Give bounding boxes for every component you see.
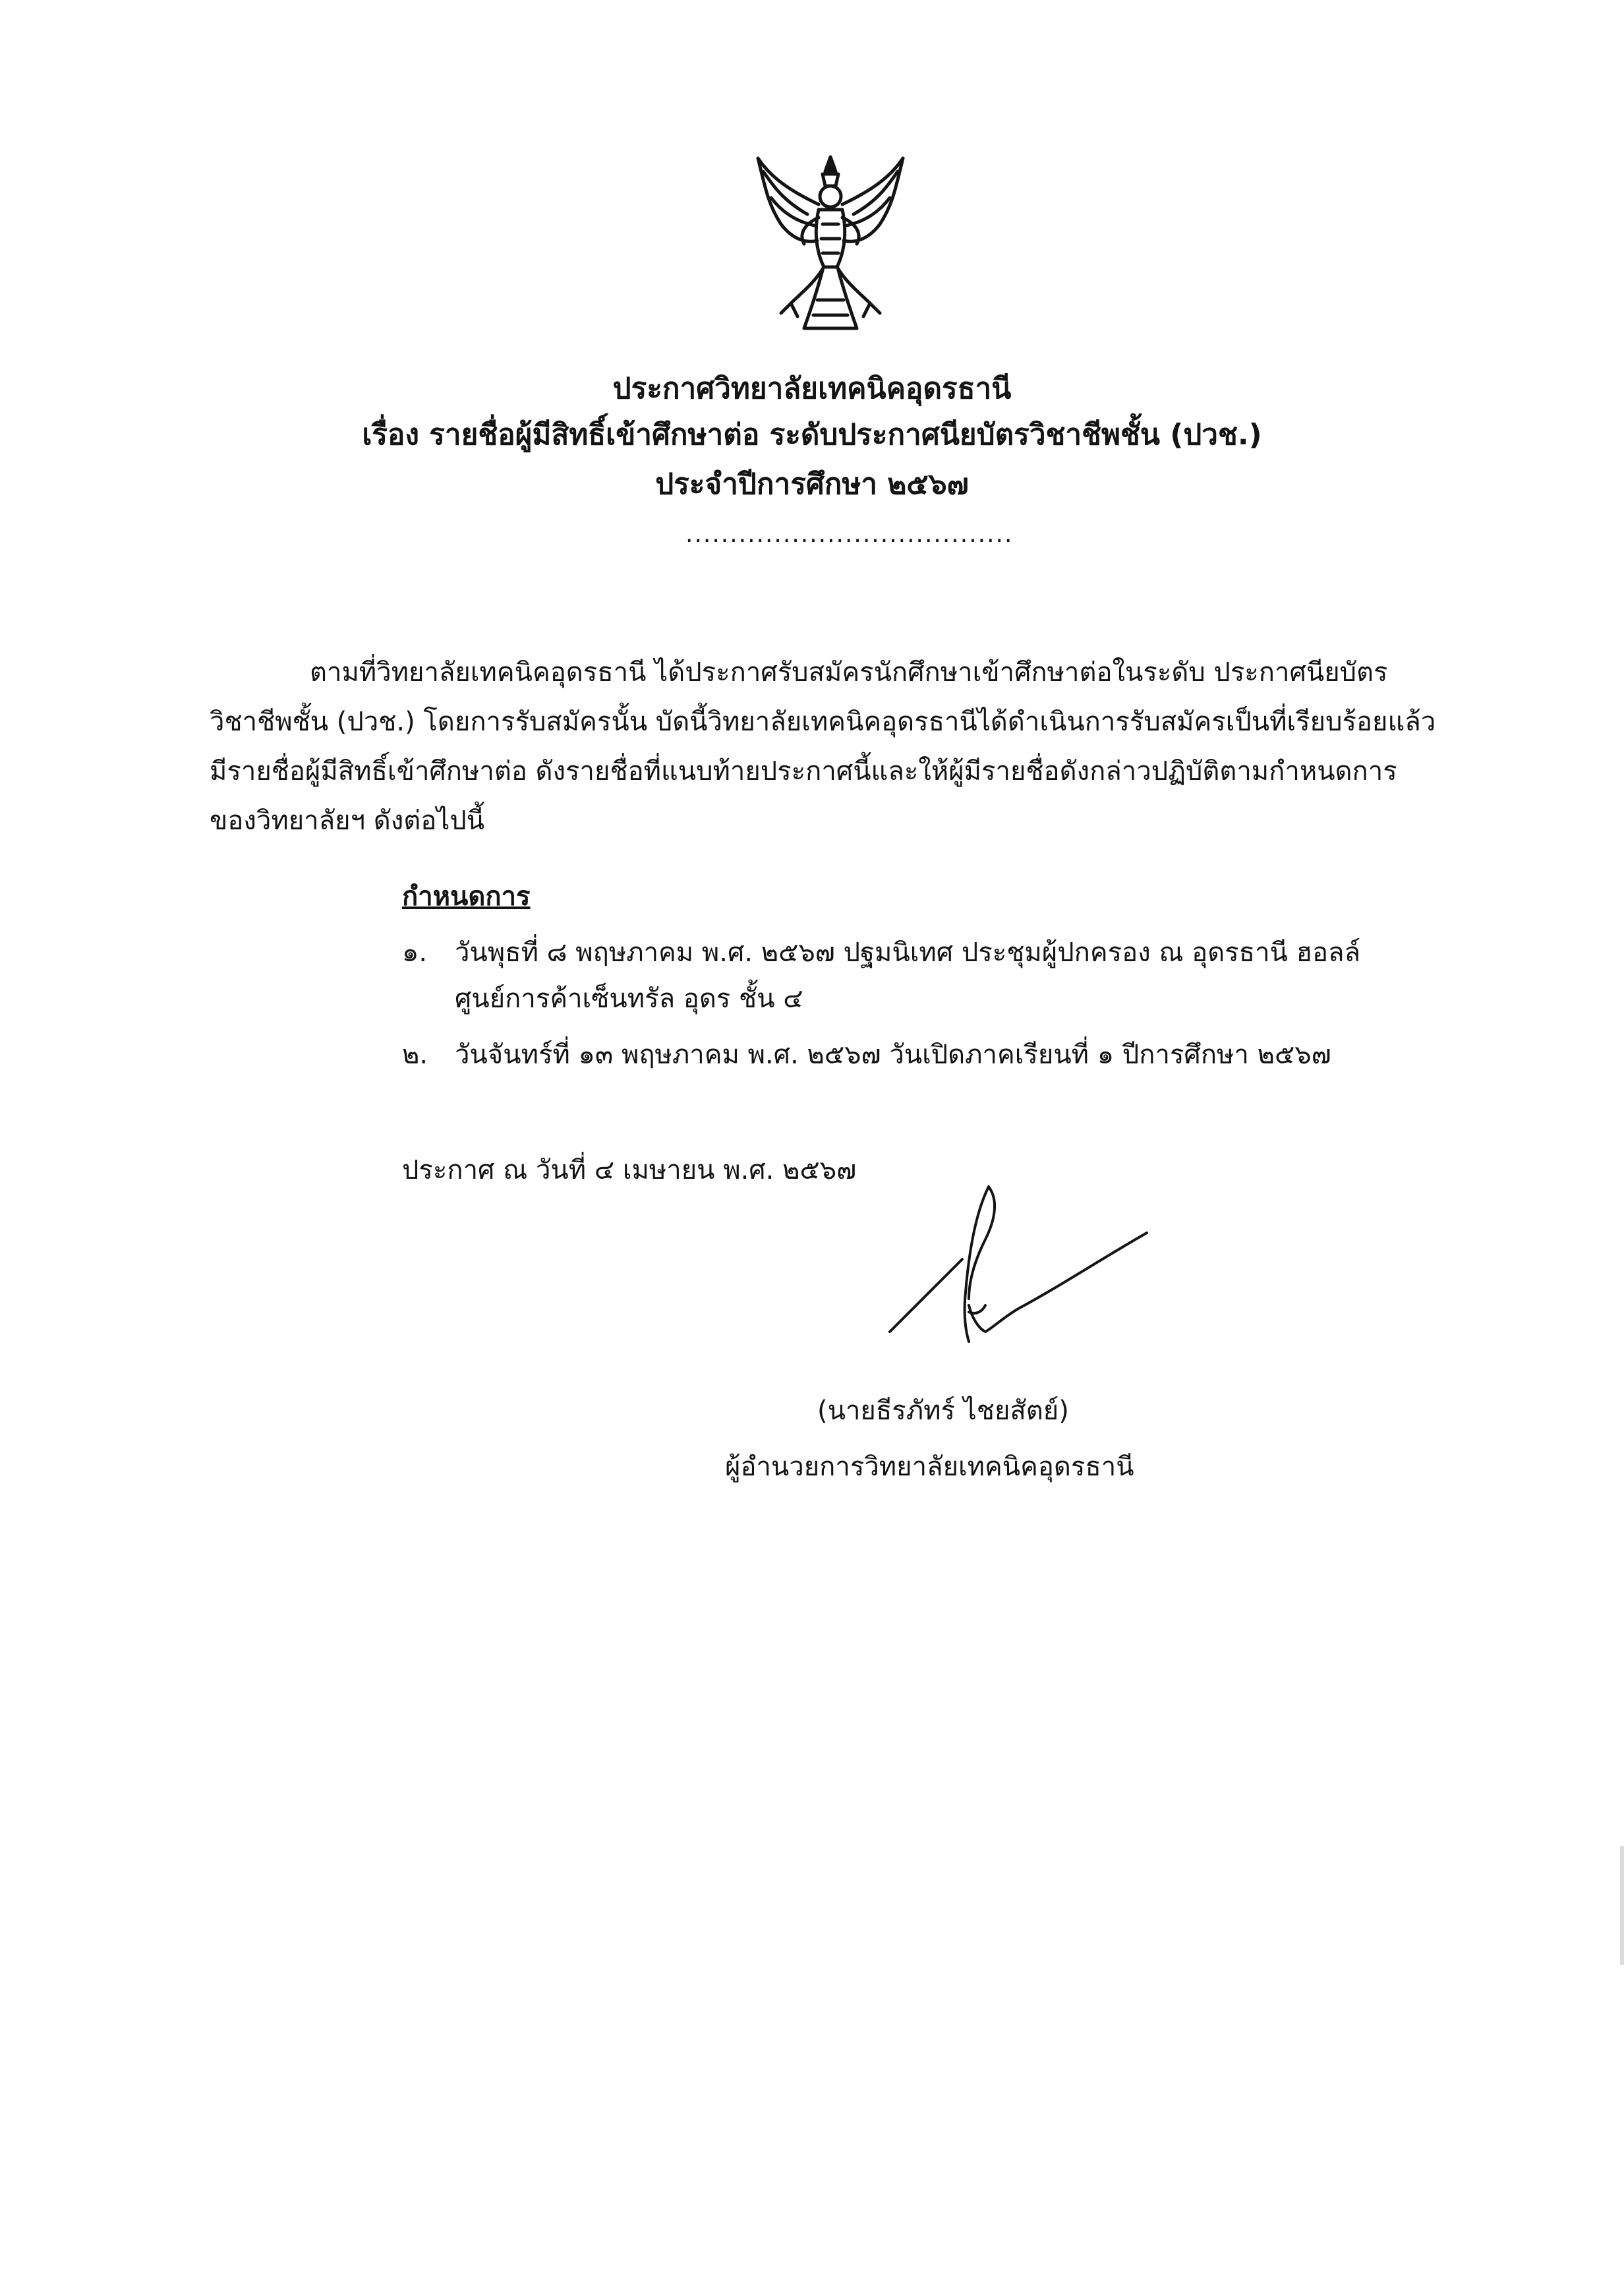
- body-paragraph-line-3: มีรายชื่อผู้มีสิทธิ์เข้าศึกษาต่อ ดังรายชื่อที่แนบท้ายประกาศนี้และให้ผู้มีรายชื่อดังกล่าวปฏิบัติตามกำหนดการ: [210, 756, 1397, 787]
- garuda-emblem-icon: [745, 152, 916, 336]
- scan-edge-mark: [1620, 1846, 1624, 1965]
- body-paragraph-line-2: วิชาชีพชั้น (ปวช.) โดยการรับสมัครนั้น บัดนี้วิทยาลัยเทคนิคอุดรธานีได้ดำเนินการรับสมัครเป็นที่เรียบร้อยแล้ว: [210, 707, 1436, 737]
- heading-divider: .....................................: [685, 521, 1014, 548]
- announcement-year: ประจำปีการศึกษา ๒๕๖๗: [655, 467, 969, 501]
- schedule-item-continuation: ศูนย์การค้าเซ็นทรัล อุดร ชั้น ๔: [455, 984, 803, 1014]
- signer-name: (นายธีรภัทร์ ไชยสัตย์): [817, 1396, 1069, 1426]
- schedule-item-number: ๑.: [402, 937, 428, 968]
- schedule-item-number: ๒.: [402, 1040, 428, 1070]
- schedule-item-text: วันพุธที่ ๘ พฤษภาคม พ.ศ. ๒๕๖๗ ปฐมนิเทศ ประชุมผู้ปกครอง ณ อุดรธานี ฮอลล์: [455, 937, 1361, 968]
- announcement-title: ประกาศวิทยาลัยเทคนิคอุดรธานี: [612, 372, 1012, 405]
- announcement-subject: เรื่อง รายชื่อผู้มีสิทธิ์เข้าศึกษาต่อ ระดับประกาศนียบัตรวิชาชีพชั้น (ปวช.): [362, 418, 1262, 452]
- body-paragraph-line-4: ของวิทยาลัยฯ ดังต่อไปนี้: [210, 806, 485, 836]
- announcement-date: ประกาศ ณ วันที่ ๔ เมษายน พ.ศ. ๒๕๖๗: [402, 1155, 857, 1185]
- schedule-item-text: วันจันทร์ที่ ๑๓ พฤษภาคม พ.ศ. ๒๕๖๗ วันเปิดภาคเรียนที่ ๑ ปีการศึกษา ๒๕๖๗: [455, 1040, 1331, 1070]
- schedule-title: กำหนดการ: [402, 881, 531, 912]
- body-paragraph-line-1: ตามที่วิทยาลัยเทคนิคอุดรธานี ได้ประกาศรับสมัครนักศึกษาเข้าศึกษาต่อในระดับ ประกาศนียบัตร: [310, 657, 1388, 688]
- signer-title: ผู้อำนวยการวิทยาลัยเทคนิคอุดรธานี: [725, 1452, 1134, 1482]
- handwritten-signature: [877, 1180, 1153, 1352]
